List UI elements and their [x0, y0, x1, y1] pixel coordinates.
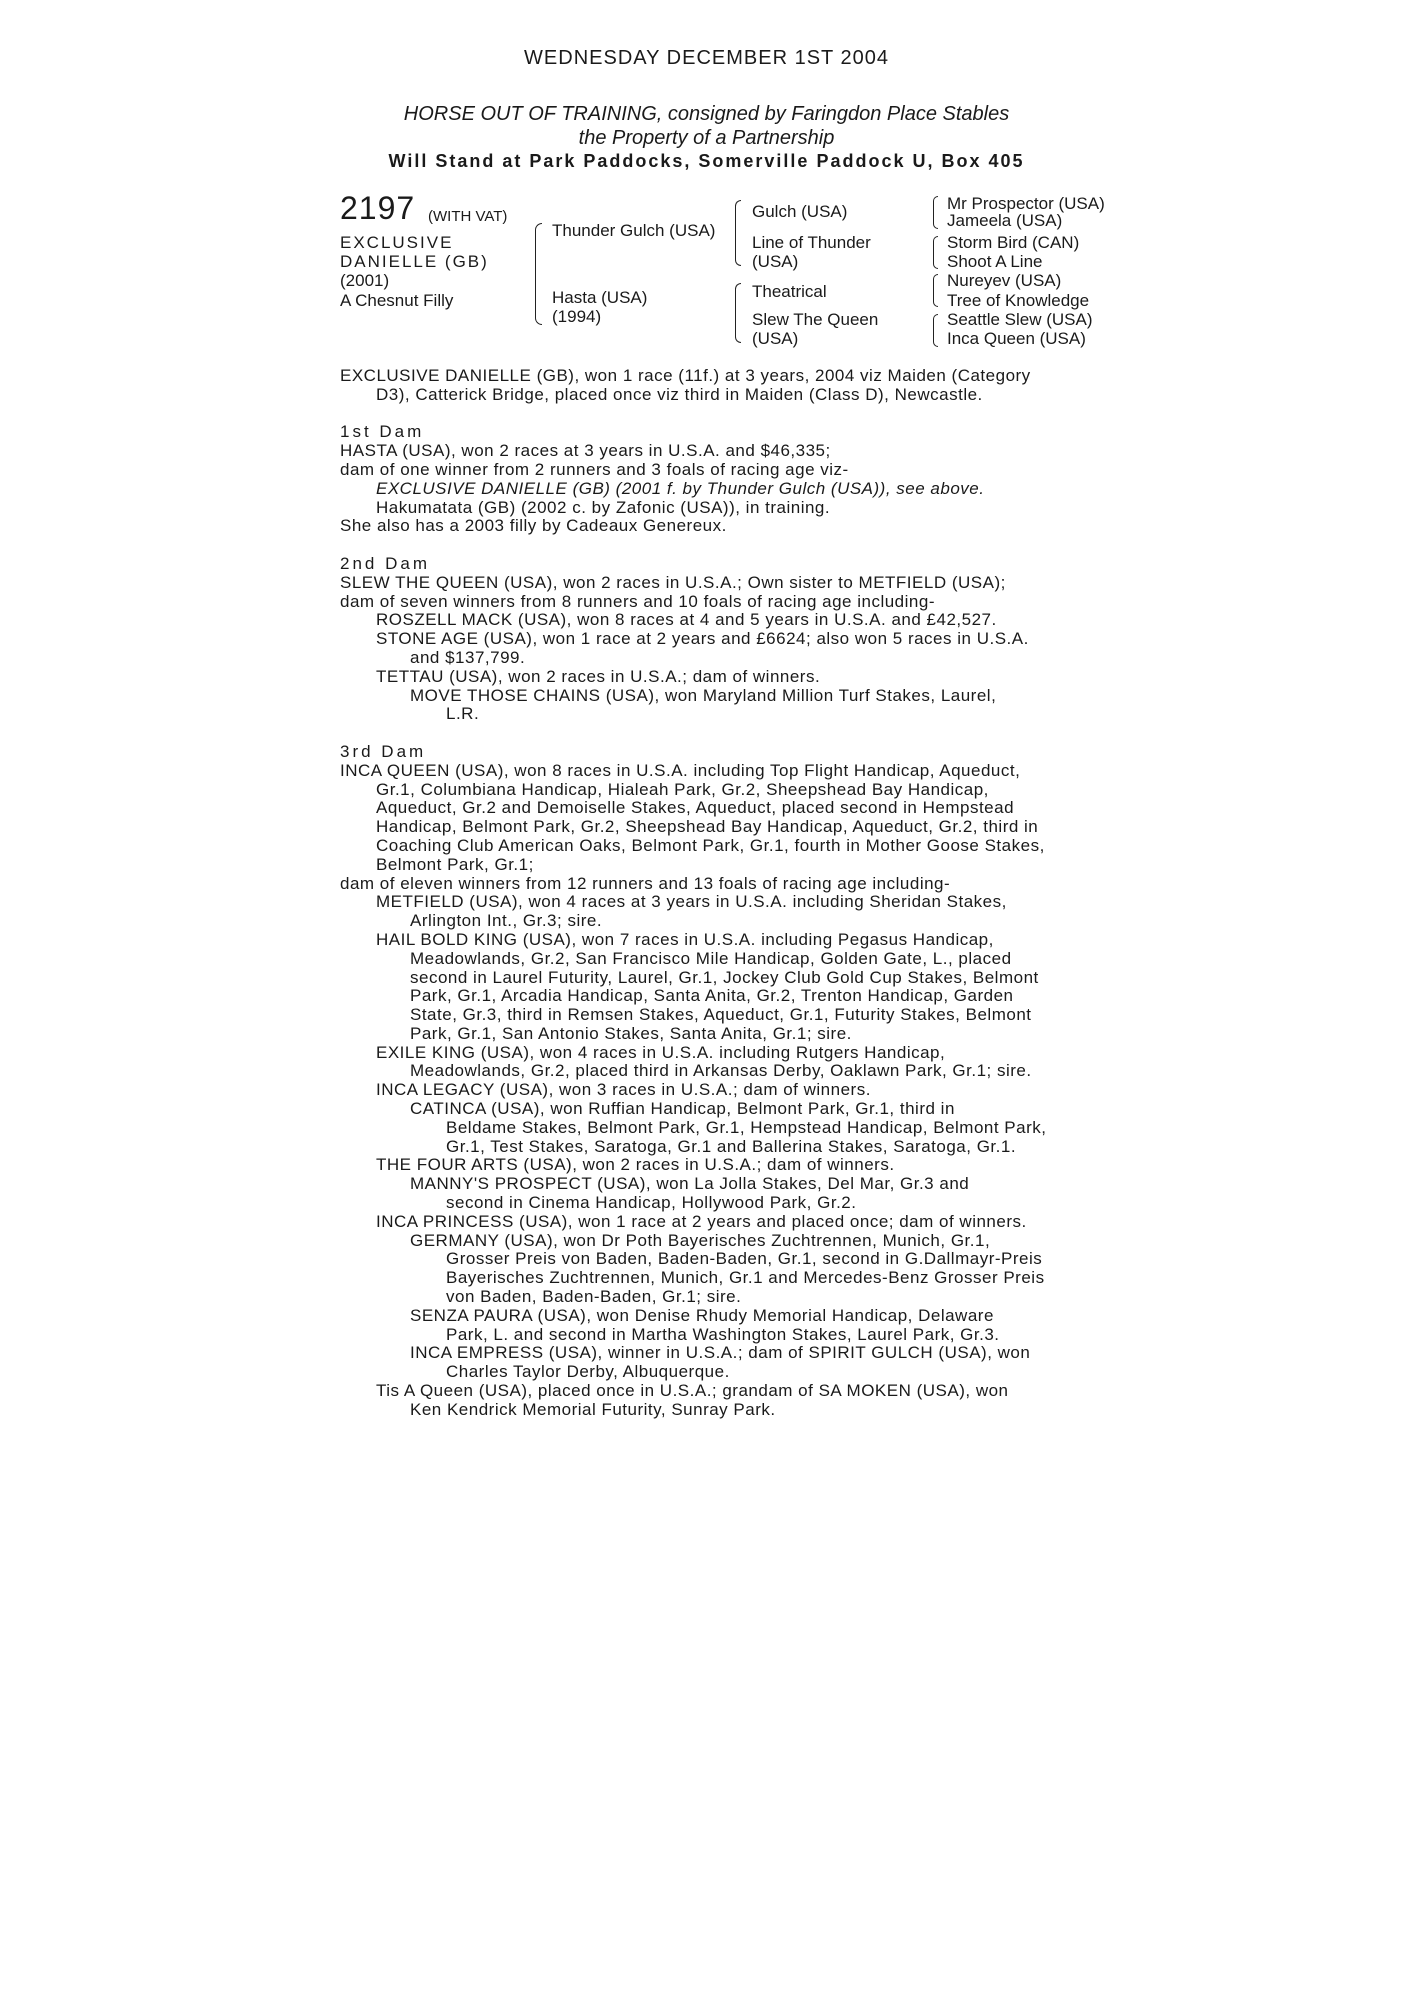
sire-dam: Line of Thunder: [752, 233, 871, 252]
text-line: dam of seven winners from 8 runners and 10 foals of racing age including-: [340, 591, 935, 611]
horse-name-line1: EXCLUSIVE: [340, 233, 454, 252]
sire-dam-sire: Storm Bird (CAN): [947, 233, 1080, 252]
text-line: THE FOUR ARTS (USA), won 2 races in U.S.A.; dam of winners.: [376, 1155, 895, 1175]
text-line: STONE AGE (USA), won 1 race at 2 years and £6624; also won 5 races in U.S.A.: [376, 629, 1029, 649]
dam: Hasta (USA): [552, 288, 648, 307]
text-line: INCA LEGACY (USA), won 3 races in U.S.A.; dam of winners.: [376, 1080, 871, 1100]
text-line: dam of eleven winners from 12 runners and 13 foals of racing age including-: [340, 873, 951, 893]
text-line: dam of one winner from 2 runners and 3 foals of racing age viz-: [340, 459, 849, 479]
text-line: and $137,799.: [410, 647, 526, 667]
text-line: INCA EMPRESS (USA), winner in U.S.A.; dam of SPIRIT GULCH (USA), won: [410, 1343, 1031, 1363]
text-line: METFIELD (USA), won 4 races at 3 years in U.S.A. including Sheridan Stakes,: [376, 892, 1007, 912]
text-line: Meadowlands, Gr.2, placed third in Arkansas Derby, Oaklawn Park, Gr.1; sire.: [410, 1061, 1032, 1081]
consignor-line: HORSE OUT OF TRAINING, consigned by Faringdon Place Stables: [403, 103, 1010, 125]
dam-sire-dam: Tree of Knowledge: [947, 291, 1090, 310]
pedigree-brace: [933, 236, 938, 269]
text-line: second in Cinema Handicap, Hollywood Park, Gr.2.: [446, 1193, 857, 1213]
pedigree-brace: [535, 223, 542, 325]
section-heading-3rd-dam: 3rd Dam: [340, 741, 427, 761]
section-heading-2nd-dam: 2nd Dam: [340, 553, 430, 573]
text-line: Hakumatata (GB) (2002 c. by Zafonic (USA)), in training.: [376, 497, 831, 517]
pedigree-brace: [933, 274, 938, 307]
dam-dam-dam: Inca Queen (USA): [947, 329, 1086, 348]
pedigree-brace: [735, 283, 741, 343]
lot-number: 2197: [340, 190, 416, 226]
text-line: Belmont Park, Gr.1;: [376, 854, 534, 874]
text-line: Tis A Queen (USA), placed once in U.S.A.; grandam of SA MOKEN (USA), won: [376, 1381, 1009, 1401]
text-line: MANNY'S PROSPECT (USA), won La Jolla Stakes, Del Mar, Gr.3 and: [410, 1174, 970, 1194]
text-line: L.R.: [446, 704, 480, 724]
dam-dam: Slew The Queen: [752, 310, 879, 329]
text-line: HASTA (USA), won 2 races at 3 years in U.S.A. and $46,335;: [340, 441, 831, 461]
text-line: EXILE KING (USA), won 4 races in U.S.A. including Rutgers Handicap,: [376, 1042, 946, 1062]
text-line: Handicap, Belmont Park, Gr.2, Sheepshead Bay Handicap, Aqueduct, Gr.2, third in: [376, 817, 1039, 837]
dam-dam-sire: Seattle Slew (USA): [947, 310, 1093, 329]
text-line: Beldame Stakes, Belmont Park, Gr.1, Hempstead Handicap, Belmont Park,: [446, 1117, 1047, 1137]
text-line: Gr.1, Columbiana Handicap, Hialeah Park, Gr.2, Sheepshead Bay Handicap,: [376, 779, 989, 799]
pedigree-brace: [933, 196, 938, 229]
race-record: [340, 367, 1080, 1420]
sale-date: WEDNESDAY DECEMBER 1ST 2004: [524, 47, 889, 69]
dam-sire-sire: Nureyev (USA): [947, 271, 1062, 290]
section-heading-1st-dam: 1st Dam: [340, 422, 425, 442]
property-line: the Property of a Partnership: [578, 127, 835, 149]
stand-location: Will Stand at Park Paddocks, Somerville Paddock U, Box 405: [388, 151, 1025, 171]
text-line: TETTAU (USA), won 2 races in U.S.A.; dam of winners.: [376, 666, 821, 686]
text-line: Gr.1, Test Stakes, Saratoga, Gr.1 and Ballerina Stakes, Saratoga, Gr.1.: [446, 1136, 1017, 1156]
text-line: Grosser Preis von Baden, Baden-Baden, Gr.1, second in G.Dallmayr-Preis: [446, 1249, 1043, 1269]
pedigree-brace: [933, 314, 938, 347]
text-line: INCA QUEEN (USA), won 8 races in U.S.A. including Top Flight Handicap, Aqueduct,: [340, 760, 1021, 780]
text-line: HAIL BOLD KING (USA), won 7 races in U.S.A. including Pegasus Handicap,: [376, 929, 994, 949]
text-line: GERMANY (USA), won Dr Poth Bayerisches Zuchtrennen, Munich, Gr.1,: [410, 1230, 991, 1250]
text-line: Park, Gr.1, San Antonio Stakes, Santa Anita, Gr.1; sire.: [410, 1023, 852, 1043]
text-line: ROSZELL MACK (USA), won 8 races at 4 and 5 years in U.S.A. and £42,527.: [376, 610, 997, 630]
text-line: Meadowlands, Gr.2, San Francisco Mile Handicap, Golden Gate, L., placed: [410, 948, 1012, 968]
text-line: SENZA PAURA (USA), won Denise Rhudy Memorial Handicap, Delaware: [410, 1305, 994, 1325]
text-line: Arlington Int., Gr.3; sire.: [410, 911, 603, 931]
sire: Thunder Gulch (USA): [552, 221, 716, 240]
sire-dam-country: (USA): [752, 252, 799, 271]
text-line: Park, Gr.1, Arcadia Handicap, Santa Anita, Gr.2, Trenton Handicap, Garden: [410, 986, 1014, 1006]
text-line: SLEW THE QUEEN (USA), won 2 races in U.S.A.; Own sister to METFIELD (USA);: [340, 572, 1006, 592]
text-line: von Baden, Baden-Baden, Gr.1; sire.: [446, 1287, 742, 1307]
text-line: Coaching Club American Oaks, Belmont Park, Gr.1, fourth in Mother Goose Stakes,: [376, 835, 1045, 855]
text-line: State, Gr.3, third in Remsen Stakes, Aqueduct, Gr.1, Futurity Stakes, Belmont: [410, 1005, 1032, 1025]
dam-year: (1994): [552, 307, 602, 326]
dam-sire: Theatrical: [752, 282, 827, 301]
text-line: Ken Kendrick Memorial Futurity, Sunray Park.: [410, 1399, 776, 1419]
sire-dam-dam: Shoot A Line: [947, 252, 1043, 271]
text-line: MOVE THOSE CHAINS (USA), won Maryland Million Turf Stakes, Laurel,: [410, 685, 997, 705]
sire-sire-dam: Jameela (USA): [947, 211, 1063, 230]
text-line: CATINCA (USA), won Ruffian Handicap, Belmont Park, Gr.1, third in: [410, 1099, 955, 1119]
dam-dam-country: (USA): [752, 329, 799, 348]
vat-note: (WITH VAT): [428, 208, 508, 225]
text-line: She also has a 2003 filly by Cadeaux Genereux.: [340, 516, 727, 536]
text-line: EXCLUSIVE DANIELLE (GB) (2001 f. by Thunder Gulch (USA)), see above.: [376, 478, 985, 498]
text-line: Bayerisches Zuchtrennen, Munich, Gr.1 and Mercedes-Benz Grosser Preis: [446, 1268, 1045, 1288]
text-line: Park, L. and second in Martha Washington Stakes, Laurel Park, Gr.3.: [446, 1324, 1000, 1344]
text-line: Charles Taylor Derby, Albuquerque.: [446, 1362, 730, 1382]
pedigree-brace: [735, 200, 741, 266]
sire-sire: Gulch (USA): [752, 202, 848, 221]
text-line: second in Laurel Futurity, Laurel, Gr.1, Jockey Club Gold Cup Stakes, Belmont: [410, 967, 1039, 987]
foaling-year: (2001): [340, 271, 390, 290]
text-line: D3), Catterick Bridge, placed once viz third in Maiden (Class D), Newcastle.: [376, 384, 983, 404]
sire-sire-sire: Mr Prospector (USA): [947, 194, 1105, 213]
text-line: INCA PRINCESS (USA), won 1 race at 2 years and placed once; dam of winners.: [376, 1211, 1027, 1231]
horse-name-line2: DANIELLE (GB): [340, 252, 489, 271]
text-line: EXCLUSIVE DANIELLE (GB), won 1 race (11f.) at 3 years, 2004 viz Maiden (Category: [340, 366, 1031, 385]
text-line: Aqueduct, Gr.2 and Demoiselle Stakes, Aqueduct, placed second in Hempstead: [376, 798, 1015, 818]
horse-description: A Chesnut Filly: [340, 291, 454, 310]
